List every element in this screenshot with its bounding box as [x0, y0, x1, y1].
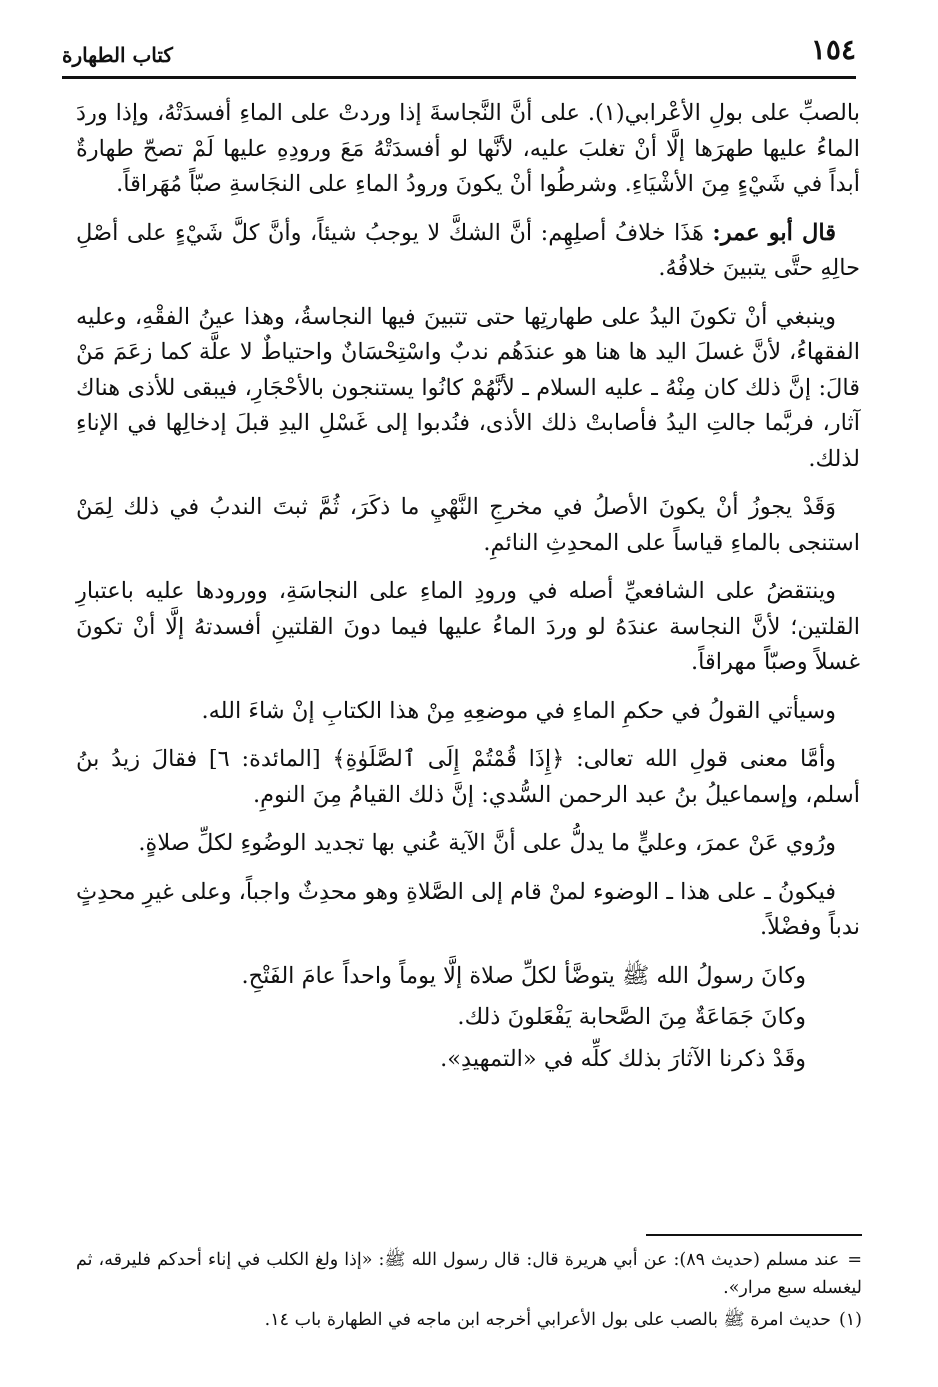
footnote-text: حديث امرة ﷺ بالصب على بول الأعرابي أخرجه ابن ماجه في الطهارة باب ١٤.: [264, 1310, 831, 1330]
paragraph-2-text: هَذَا خلافُ أصلِهِم: أنَّ الشكَّ لا يوجبُ شيئاً، وأنَّ كلَّ شَيْءٍ على أصْلِ حالِهِ حتَّى يتبينَ خلافُهُ.: [76, 219, 860, 281]
paragraph-9: فيكونُ ـ على هذا ـ الوضوء لمنْ قام إلى الصَّلاةِ وهو محدِثٌ واجباً، وعلى غيرِ محدِثٍ ندباً وفضْلاً.: [76, 878, 860, 940]
paragraph-8: ورُوي عَنْ عمرَ، وعليٍّ ما يدلُّ على أنَّ الآية عُني بها تجديد الوضُوءِ لكلِّ صلاةٍ.: [138, 830, 836, 856]
footnote-marker: (١): [838, 1310, 862, 1330]
footnote-text: عند مسلم (حديث ٨٩): عن أبي هريرة قال: قال رسول الله ﷺ: «إذا ولغ الكلب في إناء أحدكم فليرقه، ثم ليغسله سبع مرار».: [76, 1250, 862, 1298]
paragraph-1: بالصبِّ على بولِ الأعْرابي(١). على أنَّ النَّجاسةَ إذا وردتْ على الماءِ أفسدَتْهُ، وإذا وردَ الماءُ عليها طهرَها إلَّا أنْ تغلبَ عليه، لأنَّها لو أفسدَتْهُ مَعَ ورودِهِ عليها لَمْ تصحّ طهارةٌ أبداً في شَيْءٍ مِنَ الأشْيَاءِ. وشرطُوا أنْ يكونَ ورودُ الماءِ على النجَاسةِ صبّاً مُهَراقاً.: [76, 100, 860, 197]
footnotes: [76, 1246, 862, 1338]
speaker-label: قال أبو عمر:: [712, 219, 837, 246]
paragraph-4: وَقَدْ يجوزُ أنْ يكونَ الأصلُ في مخرجِ النَّهْيِ ما ذكَرَ، ثُمَّ ثبتَ الندبُ في ذلك لِمَنْ استنجى بالماءِ قياساً على المحدِثِ النائمِ.: [76, 494, 860, 556]
footnote-continued: [76, 1246, 862, 1302]
footnote-marker: =: [847, 1250, 862, 1270]
paragraph-11: وكانَ جَمَاعَةٌ مِنَ الصَّحابة يَفْعَلونَ ذلك.: [457, 1004, 806, 1030]
paragraph-6: وسيأتي القولُ في حكمِ الماءِ في موضعِهِ مِنْ هذا الكتابِ إنْ شاءَ الله.: [201, 697, 836, 724]
book-title: كتاب الطهارة: [62, 43, 173, 67]
paragraph-3: وينبغي أنْ تكونَ اليدُ على طهارتِها حتى تتبينَ فيها النجاسةُ، وهذا عينُ الفقْهِ، وعليه الفقهاءُ، لأنَّ غسلَ اليد ها هنا هو عندَهُم ندبٌ واسْتِحْسَانٌ واحتياطٌ لا علَّة كما زعَمَ مَنْ قالَ: إنَّ ذلك كان مِنْهُ ـ عليه السلام ـ لأنَّهُمْ كانُوا يستنجون بالأحْجَارِ، فيبقى للأذى هناك آثار، فربَّما جالتِ اليدُ فأصابتْ ذلك الأذى، فنُدبوا إلى غَسْلِ اليدِ قبلَ إدخالِها في الإناءِ لذلك.: [76, 303, 860, 472]
paragraph-2: [76, 216, 860, 287]
header-rule: [62, 76, 856, 79]
paragraph-12: وقَدْ ذكرنا الآثارَ بذلك كلِّه في «التمهيدِ».: [440, 1045, 806, 1072]
paragraph-10: وكانَ رسولُ الله ﷺ يتوضَّأ لكلِّ صلاة إلَّا يوماً واحداً عامَ الفَتْحِ.: [241, 962, 806, 989]
paragraph-5: وينتقضُ على الشافعيِّ أصله في ورودِ الماءِ على النجاسَةِ، وورودها عليه باعتبارِ القلتين؛ لأنَّ النجاسة عندَهُ لو وردَ الماءُ عليها فيما دونَ القلتينِ أفسدتهُ إلَّا أنْ تكونَ غسلاً وصبّاً مهراقاً.: [76, 578, 860, 675]
paragraph-7: وأمَّا معنى قولِ الله تعالى: ﴿إِذَا قُمْتُمْ إِلَى ٱلصَّلَوٰةِ﴾ [المائدة: ٦] فقالَ زيدُ بنُ أسلم، وإسماعيلُ بنُ عبد الرحمن السُّدي: إنَّ ذلك القيامُ مِنَ النومِ.: [76, 746, 860, 808]
footnote-rule: [646, 1234, 862, 1236]
page-number: ١٥٤: [810, 33, 856, 66]
main-text: [76, 96, 860, 1083]
footnote-1: [76, 1306, 862, 1334]
running-header: [62, 28, 856, 76]
